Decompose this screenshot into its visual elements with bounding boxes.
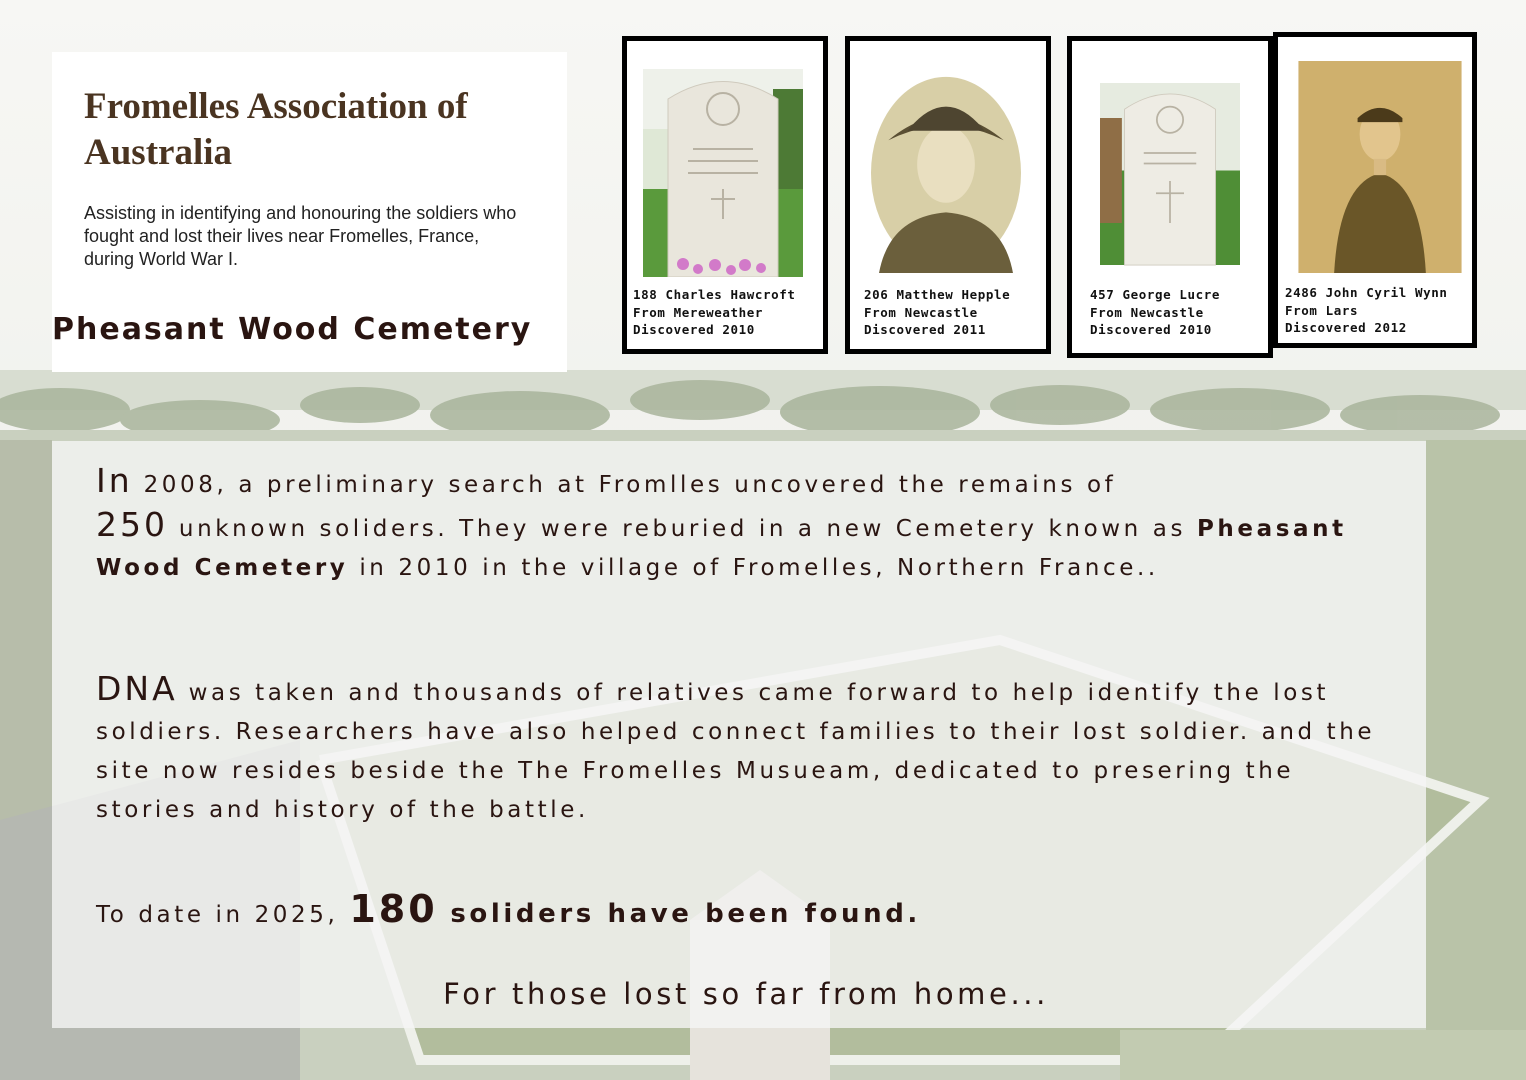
closing-line: For those lost so far from home... bbox=[443, 977, 1049, 1011]
organization-tagline: Assisting in identifying and honouring the soldiers who fought and lost their lives near Fromelles, France, during World War I. bbox=[84, 203, 517, 269]
dna-lead-word: DNA bbox=[96, 669, 178, 708]
soldier-card-hepple bbox=[845, 36, 1051, 354]
organization-title: Fromelles Association of Australia bbox=[84, 86, 468, 173]
card-soldier-name: 457 George Lucre bbox=[1090, 287, 1221, 302]
story-paragraph-discovery: In 2008, a preliminary search at Fromlles uncovered the remains of 250 unknown soliders. They were reburied in a new Cemetery known as Pheasant Wood Cemetery in 2010 in the village of Fromelles, Northern France.. bbox=[96, 461, 1347, 581]
portrait-photo bbox=[858, 73, 1034, 273]
headstone-photo bbox=[643, 69, 803, 277]
story-paragraph-dna: DNA was taken and thousands of relatives came forward to help identify the lost soldiers. Researchers have also helped connect families to their lost soldier. and the site now resides beside the The Fromelles Musueam, dedicated to presering the stories and history of the battle. bbox=[96, 669, 1376, 823]
card-soldier-name: 2486 John Cyril Wynn bbox=[1285, 285, 1448, 300]
card-soldier-origin: From Newcastle bbox=[864, 304, 978, 320]
card-soldier-origin: From Newcastle bbox=[1090, 304, 1204, 320]
soldier-card-hawcroft bbox=[622, 36, 828, 354]
story-lead-word: In bbox=[96, 461, 133, 500]
portrait-photo bbox=[1296, 61, 1464, 273]
card-soldier-origin: From Lars bbox=[1285, 302, 1359, 318]
remains-count: 250 bbox=[96, 505, 168, 544]
card-soldier-name: 188 Charles Hawcroft bbox=[633, 287, 796, 302]
card-soldier-discovered: Discovered 2011 bbox=[864, 322, 986, 337]
card-soldier-origin: From Mereweather bbox=[633, 304, 764, 320]
headstone-photo bbox=[1100, 71, 1240, 277]
soldier-card-wynn bbox=[1273, 32, 1477, 348]
card-soldier-discovered: Discovered 2012 bbox=[1285, 320, 1407, 335]
card-soldier-name: 206 Matthew Hepple bbox=[864, 287, 1011, 302]
story-panel bbox=[52, 441, 1426, 1028]
card-soldier-discovered: Discovered 2010 bbox=[1090, 322, 1212, 337]
story-paragraph-found: To date in 2025, 180 soliders have been found. bbox=[96, 887, 921, 931]
found-count: 180 bbox=[349, 887, 438, 931]
cemetery-heading: Pheasant Wood Cemetery bbox=[52, 312, 533, 347]
soldier-card-lucre bbox=[1067, 36, 1273, 358]
card-soldier-discovered: Discovered 2010 bbox=[633, 322, 755, 337]
cemetery-name-inline: Pheasant Wood Cemetery bbox=[96, 516, 1347, 581]
